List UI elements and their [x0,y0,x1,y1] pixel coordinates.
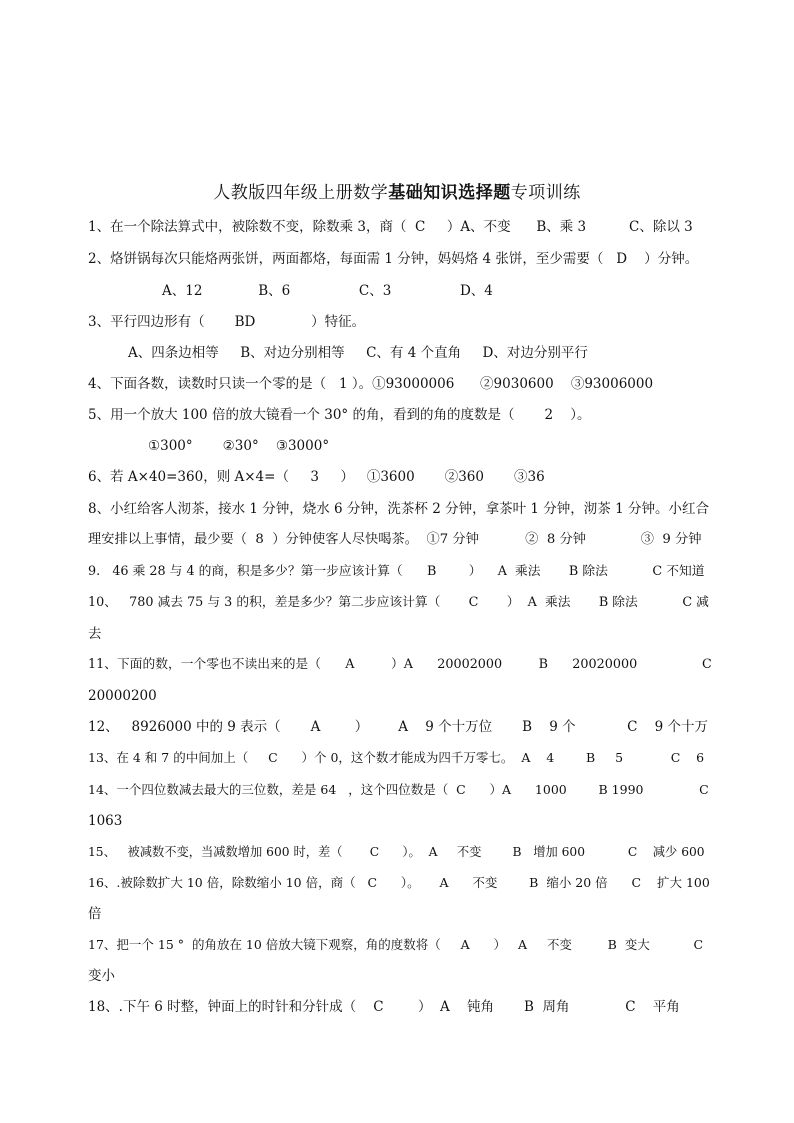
question-3-options: A、四条边相等 B、对边分别相等 C、有 4 个直角 D、对边分别平行 [128,345,588,361]
question-16-continued: 倍 [88,906,102,922]
title-part-1: 人教版四年级上册数学 [213,183,389,203]
title-part-3: 专项训练 [510,183,581,203]
question-12: 12、 8926000 中的 9 表示（ A ） A 9 个十万位 B 9 个 C 9 个十万 [88,719,708,735]
question-5-options: ①300° ②30° ③3000° [148,438,330,454]
question-8: 8、小红给客人沏茶，接水 1 分钟，烧水 6 分钟，洗茶杯 2 分钟，拿茶叶 1 分钟，沏茶 1 分钟。小红合 [88,501,709,517]
question-9: 9. 46 乘 28 与 4 的商，积是多少？第一步应该计算（ B ） A 乘法 B 除法 C 不知道 [88,564,705,579]
question-10-continued: 去 [88,626,102,642]
question-1: 1、在一个除法算式中，被除数不变，除数乘 3，商（ C ）A、不变 B、乘 3 C、除以 3 [88,219,693,235]
question-6: 6、若 A×40=360，则 A×4=（ 3 ） ①3600 ②360 ③36 [88,469,545,485]
page-title [0,178,794,203]
question-8-continued: 理安排以上事情，最少要（ 8 ）分钟使客人尽快喝茶。 ①7 分钟 ② 8 分钟 ③ 9 分钟 [88,532,702,547]
question-5: 5、用一个放大 100 倍的放大镜看一个 30° 的角，看到的角的度数是（ 2 ）。 [88,407,591,423]
question-4: 4、下面各数，读数时只读一个零的是（ 1 ）。①93000006 ②9030600 ③93006000 [88,376,654,392]
question-14-continued: 1063 [88,813,123,829]
question-17: 17、把一个 15 ° 的角放在 10 倍放大镜下观察，角的度数将（ A ） A 不变 B 变大 C [88,937,704,952]
question-11: 11、下面的数，一个零也不读出来的是（ A ）A 20002000 B 20020000 C [88,657,712,672]
question-18: 18、.下午 6 时整，钟面上的时针和分针成（ C ） A 钝角 B 周角 C 平角 [88,999,680,1015]
question-17-continued: 变小 [88,968,115,984]
title-part-2: 基础知识选择题 [388,183,511,203]
question-2: 2、烙饼锅每次只能烙两张饼，两面都烙，每面需 1 分钟，妈妈烙 4 张饼，至少需要（ D ）分钟。 [88,251,699,267]
question-14: 14、一个四位数减去最大的三位数，差是 64 ，这个四位数是（ C ）A 1000 B 1990 C [88,782,709,797]
question-10: 10、 780 减去 75 与 3 的积，差是多少？第二步应该计算（ C ） A 乘法 B 除法 C 减 [88,595,709,610]
question-11-continued: 20000200 [88,688,157,704]
question-15: 15、 被减数不变，当减数增加 600 时，差（ C ）。 A 不变 B 增加 600 C 减少 600 [88,845,705,859]
question-3: 3、平行四边形有（ BD ）特征。 [88,314,366,330]
question-13: 13、在 4 和 7 的中间加上（ C ）个 0，这个数才能成为四千万零七。 A 4 B 5 C 6 [88,750,705,765]
question-2-options: A、12 B、6 C、3 D、4 [162,283,493,299]
question-16: 16、.被除数扩大 10 倍，除数缩小 10 倍，商（ C ）。 A 不变 B 缩小 20 倍 C 扩大 100 [88,875,710,890]
